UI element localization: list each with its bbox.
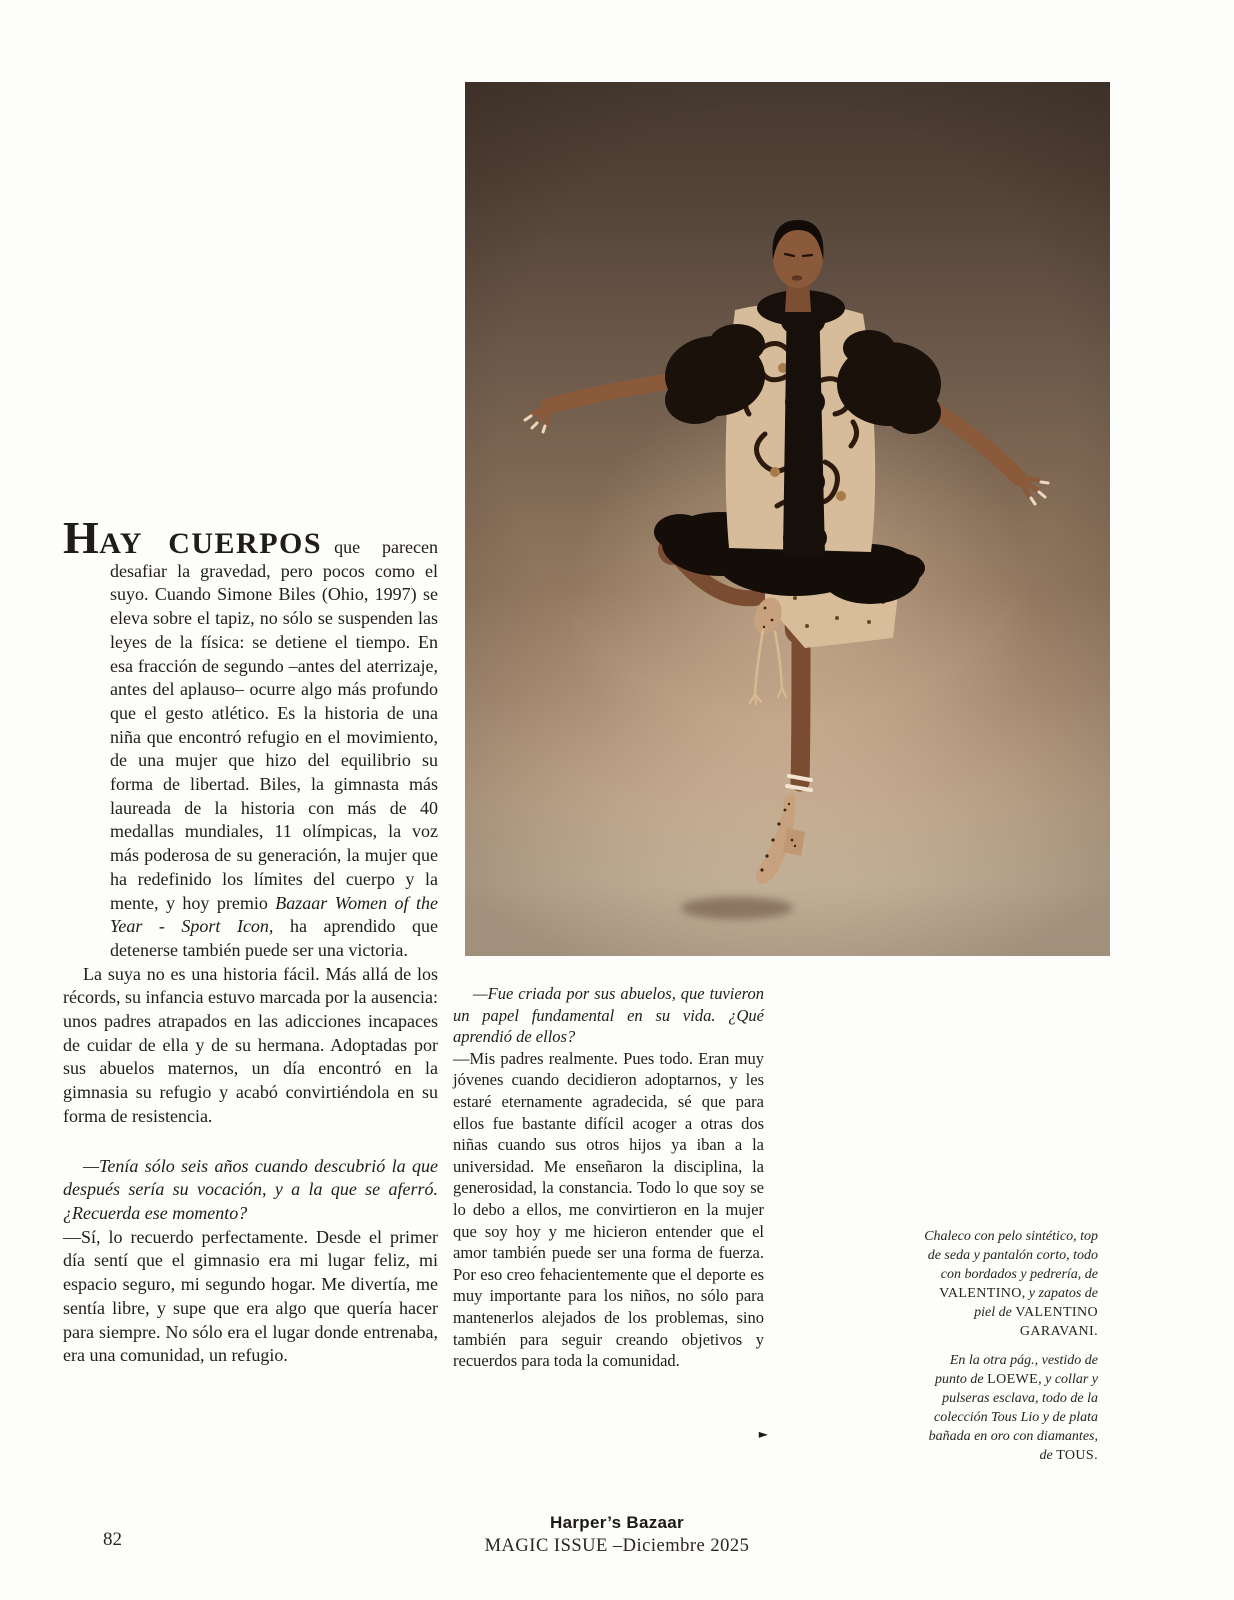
page-number: 82 xyxy=(103,1529,122,1550)
credit-paragraph xyxy=(920,1227,1098,1341)
paragraph: La suya no es una historia fácil. Más allá de los récords, su infancia estuvo marcada por la ausencia: unos padres atrapados en las adicciones incapaces de cuidar de ella y de su hermana. Adoptadas por sus abuelos maternos, un día encontró en la gimnasia su refugio y acabó convirtiéndola en su forma de resistencia. xyxy=(63,963,438,1126)
credit-text: , y zapatos de piel de xyxy=(974,1286,1098,1320)
credit-paragraph xyxy=(920,1351,1098,1465)
lead-drop-cap: H xyxy=(63,512,100,563)
lead-heading: AY CUERPOS xyxy=(99,527,323,560)
lead-text-end: ha aprendido que detenerse también puede ser una victoria. xyxy=(110,916,438,960)
issue-line: MAGIC ISSUE –Diciembre 2025 xyxy=(484,1536,750,1556)
floor-shadow xyxy=(681,897,793,919)
credit-text: , y collar y pulseras esclava, todo de la colección Tous Lio y de plata bañada en oro con diamantes, de xyxy=(928,1372,1098,1463)
magazine-brand: Harper’s Bazaar xyxy=(550,1513,684,1532)
page-footer xyxy=(0,1513,1234,1557)
brand-name: VALENTINO xyxy=(939,1286,1022,1301)
editorial-photo xyxy=(465,82,1110,956)
article-column-left xyxy=(63,512,438,1368)
interview-answer: —Sí, lo recuerdo perfectamente. Desde el primer día sentí que el gimnasio era mi lugar feliz, mi espacio seguro, mi segundo hogar. Me divertía, me sentía libre, y supe que era algo que quería hacer para siempre. No sólo era el lugar donde entrenaba, era una comunidad, un refugio. xyxy=(63,1226,438,1366)
interview-question: —Tenía sólo seis años cuando descubrió la que después sería su vocación, y a la que se aferró. ¿Recuerda ese momento? xyxy=(63,1155,438,1223)
brand-name: LOEWE xyxy=(987,1372,1039,1387)
fashion-credits xyxy=(920,1227,1098,1465)
brand-name: TOUS. xyxy=(1056,1448,1098,1463)
tassels xyxy=(750,630,786,704)
award-title: Bazaar Women of the Year - Sport Icon, xyxy=(110,892,438,937)
interview-answer: —Mis padres realmente. Pues todo. Eran muy jóvenes cuando decidieron adoptarnos, y les estaré eternamente agradecida, sé que para ellos fue bastante difícil acoger a otras dos niñas cuando sus otros hijos ya iban a la universidad. Me enseñaron la disciplina, la generosidad, la constancia. Todo lo que soy se lo debo a ellos, me convirtieron en la mujer que soy hoy y me hicieron entender que el amor también puede ser una forma de fuerza. Por eso creo fehacientemente que el deporte es muy importante para los niños, no sólo para mantenerlos alejados de los problemas, sino también para seguir creando objetivos y recuerdos para toda la comunidad. xyxy=(453,1048,764,1371)
credit-text: En la otra pág., vestido de punto de xyxy=(935,1353,1098,1387)
face-lips xyxy=(792,275,803,280)
continuation-arrow-icon: ► xyxy=(758,1427,768,1441)
credit-text: Chaleco con pelo sintético, top de seda y pantalón corto, todo con bordados y pedrería, de xyxy=(924,1229,1098,1282)
lead-text: que parecen desafiar la gravedad, pero pocos como el suyo. Cuando Simone Biles (Ohio, 1997) se eleva sobre el tapiz, no sólo se suspenden las leyes de la física: se detiene el tiempo. En esa fracción de segundo –antes del aterrizaje, antes del aplauso– ocurre algo más profundo que el gesto atlético. Es la historia de una niña que encontró refugio en el movimiento, de una mujer que hizo del equilibrio su forma de libertad. Biles, la gimnasta más laureada de la historia con más de 40 medallas mundiales, 11 olímpicas, la voz más poderosa de su generación, la mujer que ha redefinido los límites del cuerpo y la mente, y hoy premio xyxy=(110,537,438,913)
article-column-middle xyxy=(453,983,768,1441)
interview-question: —Fue criada por sus abuelos, que tuvieron un papel fundamental en su vida. ¿Qué aprendió de ellos? xyxy=(453,984,764,1047)
lead-paragraph xyxy=(63,512,438,963)
model-figure-illustration xyxy=(465,82,1110,956)
brand-name: VALENTINO GARAVANI. xyxy=(1015,1305,1098,1339)
